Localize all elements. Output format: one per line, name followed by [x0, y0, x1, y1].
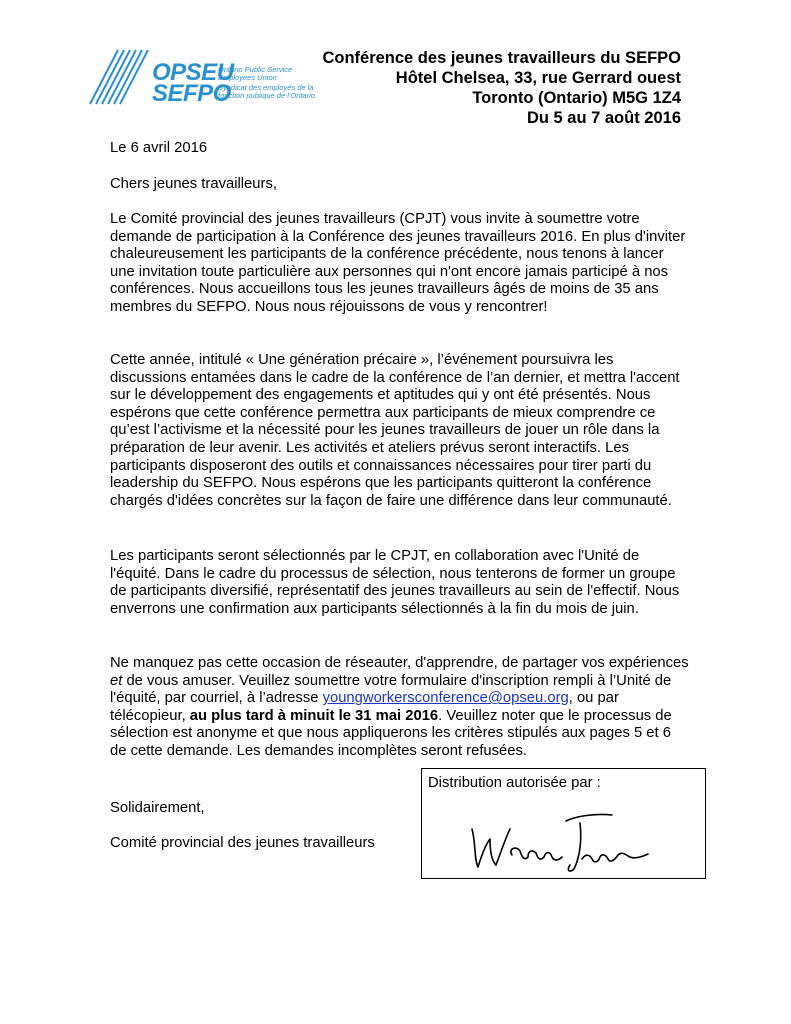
paragraph-3-text: Les participants seront sélectionnés par le CPJT, en collaboration avec l'Unité de l'équité. Dans le cadre du processus de sélection, nous tenterons de former un groupe de participants diversifié, représentatif des jeunes travailleurs au sein de l'effectif. Nous enverrons une confirmation aux participants sélectionnés à la fin du mois de juin. — [110, 548, 680, 617]
header-dates: Du 5 au 7 août 2016 — [526, 109, 681, 127]
paragraph-2-text: Cette année, intitulé « Une génération précaire », l’événement poursuivra les discussions entamées dans le cadre de la conférence de l’an dernier, et mettra l'accent sur le développement des engagements et aptitudes qui y ont été présentés. Nous espérons que cette conférence permettra aux participants de mieux comprendre ce qu’est l’activisme et la nécessité pour les jeunes travailleurs de jouer un rôle dans la préparation de leur avenir. Les activités et ateliers prévus seront interactifs. Les participants disposeront des outils et connaissances nécessaires pour tirer parti du leadership du SEFPO. Nous espérons que les participants quitteront la conférence chargés d'idées concrètes sur la façon de faire une différence dans leur communauté. — [110, 352, 680, 509]
closing — [110, 800, 410, 818]
paragraph-3 — [110, 548, 690, 618]
paragraph-1-text: Le Comité provincial des jeunes travailleurs (CPJT) vous invite à soumettre votre demande de participation à la Conférence des jeunes travailleurs 2016. En plus d'inviter chaleureusement les participants de la conférence précédente, nous tenons à lancer une invitation toute particulière aux personnes qui n'ont encore jamais participé à nos conférences. Nous accueillons tous les jeunes travailleurs âgés de moins de 35 ans membres du SEFPO. Nous nous réjouissons de vous y rencontrer! — [110, 211, 686, 315]
logo-line-3: Syndicat des employés de la — [218, 83, 314, 92]
header-city: Toronto (Ontario) M5G 1Z4 — [472, 89, 681, 107]
paragraph-4 — [110, 655, 690, 761]
paragraph-4-text — [110, 655, 690, 761]
logo-line-4: fonction publique de l'Ontario — [218, 91, 315, 100]
signature-label: Distribution autorisée par : — [428, 775, 601, 791]
signatory — [110, 835, 410, 853]
date-text: Le 6 avril 2016 — [110, 140, 208, 156]
signatory-text: Comité provincial des jeunes travailleurs — [110, 835, 375, 851]
handwritten-signature-icon — [462, 799, 662, 874]
paragraph-4-emphasis: et — [110, 672, 123, 689]
paragraph-1 — [110, 211, 690, 317]
logo-word-opseu: OPSEU — [152, 59, 234, 86]
paragraph-4-part-d: . Veuillez noter que le processus de sélection est anonyme et que nous appliquerons les critères stipulés aux pages 5 et 6 de cette demande. Les demandes incomplètes seront refusées. — [110, 707, 672, 759]
paragraph-4-part-b: de vous amuser. Veuillez soumettre votre formulaire d'inscription rempli à l’Unité de l'équité, par courriel, à l’adresse — [110, 672, 672, 707]
opseu-logo — [88, 44, 328, 106]
email-link[interactable]: youngworkersconference@opseu.org — [322, 690, 569, 707]
deadline-text: au plus tard à minuit le 31 mai 2016 — [189, 707, 439, 724]
paragraph-2 — [110, 352, 690, 510]
paragraph-4-part-c: , ou par télécopieur, — [110, 690, 619, 724]
letter-date — [110, 140, 690, 158]
logo-stripes-icon — [88, 44, 158, 106]
paragraph-4-part-a: Ne manquez pas cette occasion de réseauter, d'apprendre, de partager vos expériences — [110, 655, 689, 671]
salutation — [110, 176, 690, 194]
logo-word-sefpo: SEFPO — [152, 80, 231, 107]
header-title: Conférence des jeunes travailleurs du SEFPO — [322, 49, 681, 67]
salutation-text: Chers jeunes travailleurs, — [110, 176, 277, 192]
signature-box — [421, 768, 706, 879]
logo-line-1: Ontario Public Service — [218, 65, 293, 74]
closing-text: Solidairement, — [110, 800, 205, 816]
logo-line-2: Employees Union — [218, 73, 277, 82]
conference-header — [322, 48, 681, 128]
header-venue: Hôtel Chelsea, 33, rue Gerrard ouest — [395, 69, 681, 87]
